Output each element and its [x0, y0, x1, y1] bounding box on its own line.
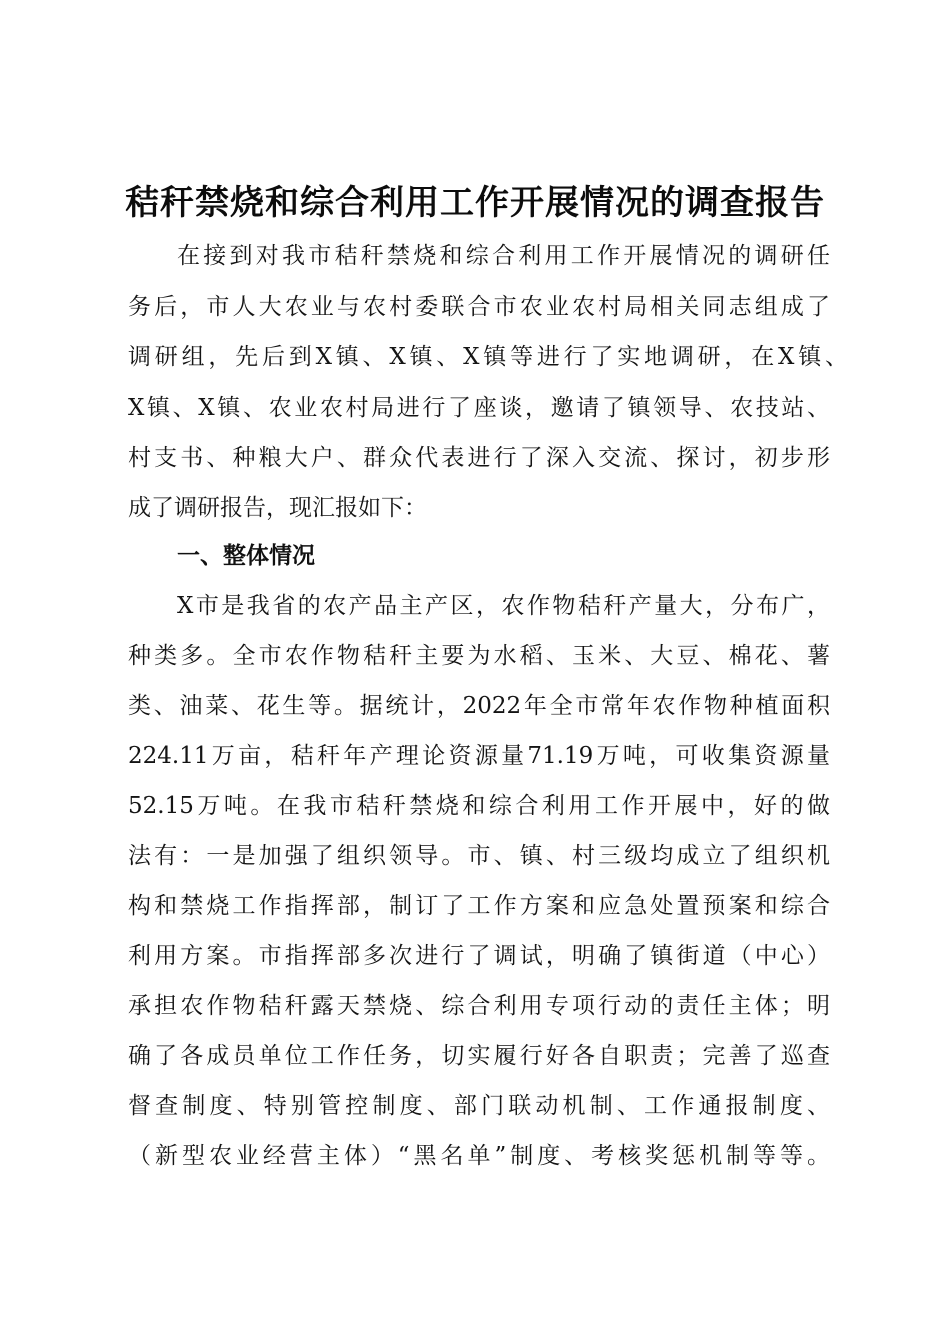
section-line-5: 52.15万吨。在我市秸秆禁烧和综合利用工作开展中，好的做 [128, 793, 830, 819]
section-line-1: X市是我省的农产品主产区，农作物秸秆产量大，分布广， [177, 593, 830, 619]
section-heading: 一、整体情况 [177, 543, 315, 569]
intro-line-5: 村支书、种粮大户、群众代表进行了深入交流、探讨，初步形 [128, 445, 830, 471]
section-line-12: （新型农业经营主体）“黑名单”制度、考核奖惩机制等等。 [128, 1143, 830, 1169]
section-line-7: 构和禁烧工作指挥部，制订了工作方案和应急处置预案和综合 [128, 893, 830, 919]
section-line-8: 利用方案。市指挥部多次进行了调试，明确了镇街道（中心） [128, 943, 830, 969]
section-line-10: 确了各成员单位工作任务，切实履行好各自职责；完善了巡查 [128, 1043, 830, 1069]
intro-line-6: 成了调研报告，现汇报如下： [128, 495, 427, 521]
document-title: 秸秆禁烧和综合利用工作开展情况的调查报告 [125, 183, 825, 223]
section-line-6: 法有：一是加强了组织领导。市、镇、村三级均成立了组织机 [128, 843, 830, 869]
intro-line-3: 调研组，先后到X镇、X镇、X镇等进行了实地调研，在X镇、 [128, 344, 848, 370]
section-line-2: 种类多。全市农作物秸秆主要为水稻、玉米、大豆、棉花、薯 [128, 643, 830, 669]
section-line-11: 督查制度、特别管控制度、部门联动机制、工作通报制度、 [128, 1093, 830, 1119]
section-line-3: 类、油菜、花生等。据统计，2022年全市常年农作物种植面积 [128, 693, 830, 719]
intro-line-1: 在接到对我市秸秆禁烧和综合利用工作开展情况的调研任 [177, 243, 830, 269]
section-line-9: 承担农作物秸秆露天禁烧、综合利用专项行动的责任主体；明 [128, 993, 830, 1019]
section-line-4: 224.11万亩，秸秆年产理论资源量71.19万吨，可收集资源量 [128, 743, 830, 769]
intro-line-4: X镇、X镇、农业农村局进行了座谈，邀请了镇领导、农技站、 [128, 395, 830, 421]
intro-line-2: 务后，市人大农业与农村委联合市农业农村局相关同志组成了 [128, 294, 830, 320]
